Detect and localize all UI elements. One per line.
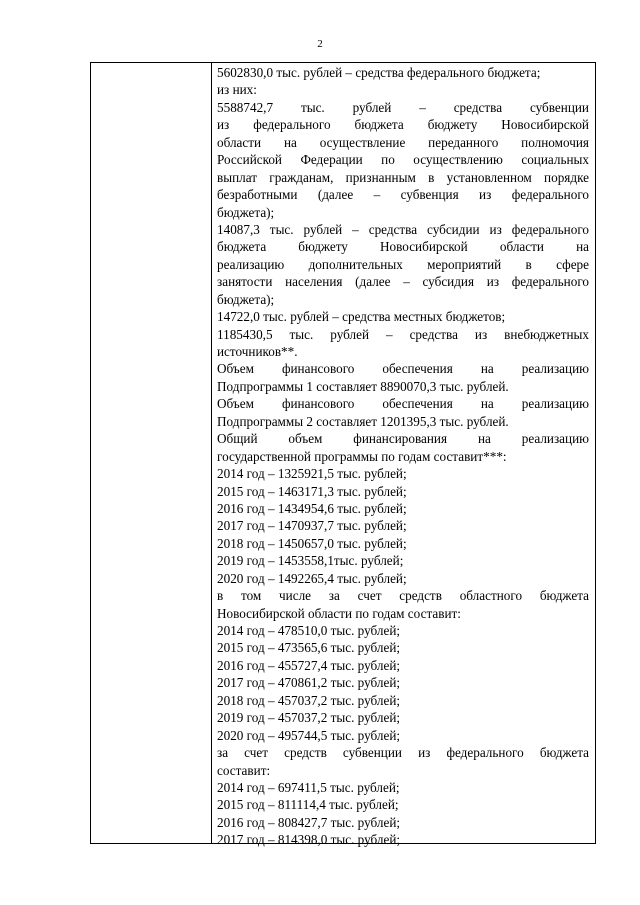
- text-line: 2019 год – 457037,2 тыс. рублей;: [217, 710, 401, 726]
- text-line: составит:: [217, 762, 271, 778]
- text-line: 14087,3 тыс. рублей – средства субсидии из федерального: [217, 221, 589, 237]
- text-line: выплат гражданам, признанным в установленном порядке: [217, 169, 589, 185]
- text-line: 2016 год – 808427,7 тыс. рублей;: [217, 814, 401, 830]
- text-line: Подпрограммы 2 составляет 1201395,3 тыс. рублей.: [217, 413, 509, 429]
- text-line: источников**.: [217, 344, 298, 359]
- text-line: Объем финансового обеспечения на реализацию: [217, 361, 589, 377]
- text-line: 2018 год – 457037,2 тыс. рублей;: [217, 692, 401, 708]
- page-number: 2: [317, 38, 323, 50]
- text-line: 2014 год – 478510,0 тыс. рублей;: [217, 623, 401, 638]
- text-line: реализацию дополнительных мероприятий в сфере: [217, 256, 589, 272]
- text-line: 2018 год – 1450657,0 тыс. рублей;: [217, 535, 407, 551]
- text-line: области на осуществление переданного полномочия: [217, 134, 589, 150]
- text-line: 1185430,5 тыс. рублей – средства из внебюджетных: [217, 326, 589, 342]
- text-line: в том числе за счет средств областного бюджета: [217, 588, 589, 604]
- text-line: из федерального бюджета бюджету Новосибирской: [217, 117, 589, 133]
- text-line: бюджета бюджету Новосибирской области на: [217, 239, 589, 255]
- text-line: занятости населения (далее – субсидия из федерального: [217, 274, 589, 290]
- document-table: [90, 62, 596, 848]
- text-line: 2020 год – 1492265,4 тыс. рублей;: [217, 570, 407, 586]
- text-line: бюджета);: [217, 291, 275, 307]
- text-line: 2015 год – 1463171,3 тыс. рублей;: [217, 483, 407, 499]
- text-line: 2014 год – 697411,5 тыс. рублей;: [217, 779, 400, 795]
- text-line: 2014 год – 1325921,5 тыс. рублей;: [217, 466, 407, 482]
- text-line: 2017 год – 470861,2 тыс. рублей;: [217, 675, 401, 691]
- text-line: бюджета);: [217, 204, 275, 220]
- column-divider: [211, 63, 212, 843]
- text-line: 2020 год – 495744,5 тыс. рублей;: [217, 727, 401, 743]
- text-line: 14722,0 тыс. рублей – средства местных бюджетов;: [217, 309, 506, 325]
- text-line: безработными (далее – субвенция из федерального: [217, 187, 589, 203]
- text-line: Общий объем финансирования на реализацию: [217, 431, 589, 447]
- text-line: из них:: [217, 82, 257, 98]
- text-line: 5602830,0 тыс. рублей – средства федерального бюджета;: [217, 65, 541, 80]
- text-line: Российской Федерации по осуществлению социальных: [217, 152, 589, 168]
- text-line: Подпрограммы 1 составляет 8890070,3 тыс. рублей.: [217, 378, 509, 394]
- text-line: за счет средств субвенции из федерального бюджета: [217, 745, 589, 761]
- text-line: 2017 год – 814398,0 тыс. рублей;: [217, 832, 401, 848]
- text-line: 2015 год – 811114,4 тыс. рублей;: [217, 797, 399, 813]
- text-line: Объем финансового обеспечения на реализацию: [217, 396, 589, 412]
- right-cell-text: [217, 64, 589, 849]
- text-line: 2016 год – 1434954,6 тыс. рублей;: [217, 500, 407, 516]
- text-line: 2015 год – 473565,6 тыс. рублей;: [217, 640, 401, 656]
- text-line: Новосибирской области по годам составит:: [217, 605, 461, 621]
- text-line: государственной программы по годам составит***:: [217, 448, 507, 464]
- text-line: 2019 год – 1453558,1тыс. рублей;: [217, 553, 404, 569]
- text-line: 2017 год – 1470937,7 тыс. рублей;: [217, 518, 407, 534]
- text-line: 2016 год – 455727,4 тыс. рублей;: [217, 657, 401, 673]
- text-line: 5588742,7 тыс. рублей – средства субвенции: [217, 99, 589, 115]
